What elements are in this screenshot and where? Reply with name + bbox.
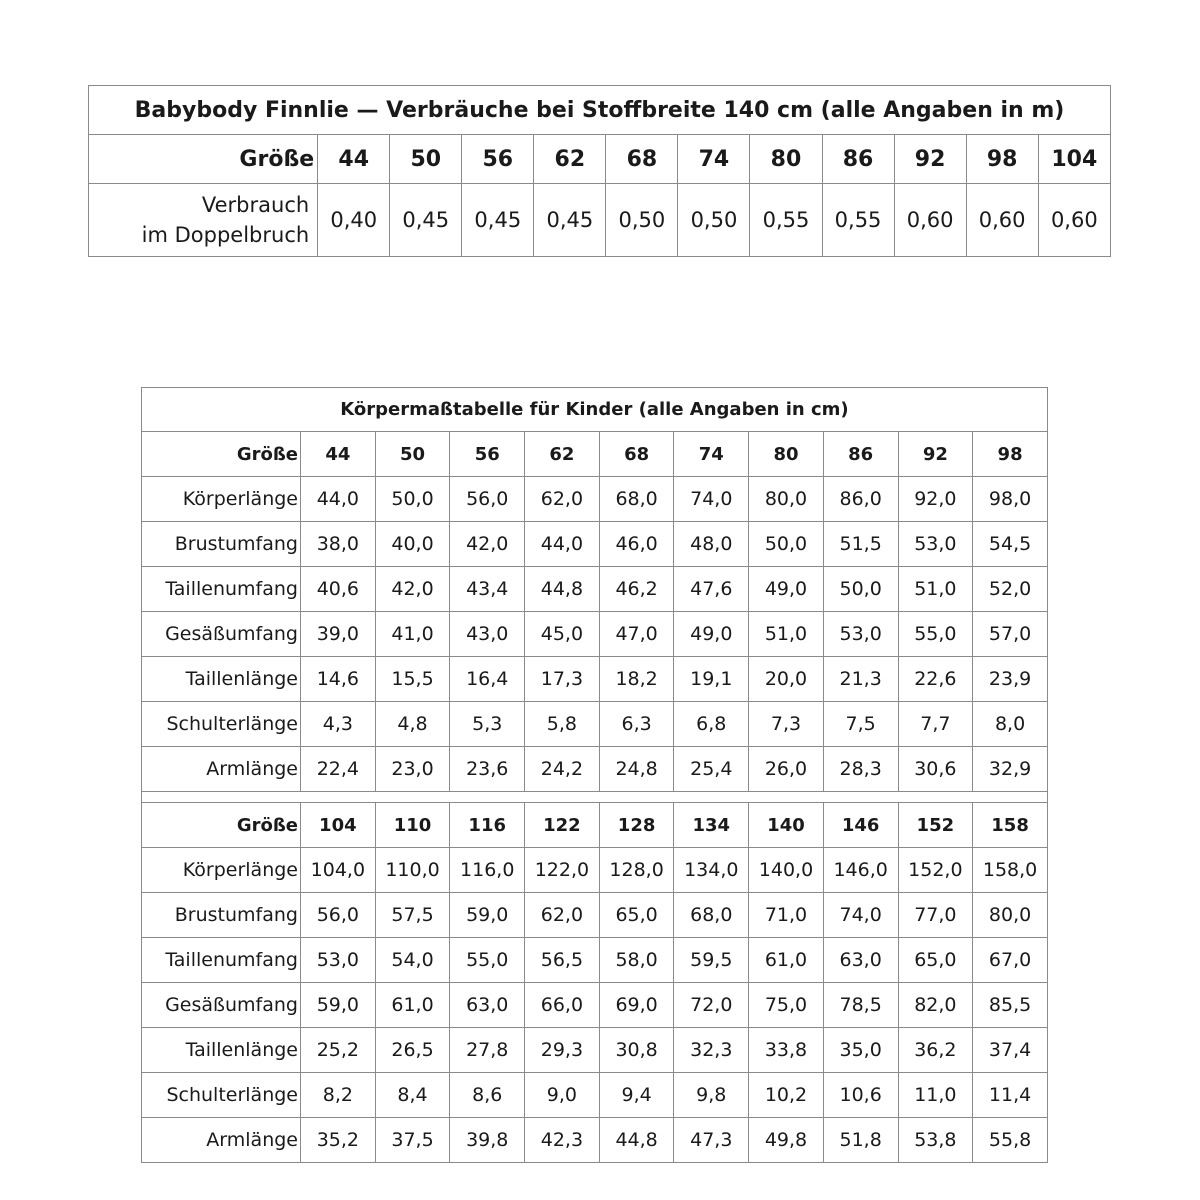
measurement-value: 22,6 (898, 657, 973, 702)
measurement-value: 146,0 (823, 848, 898, 893)
size-cell: 74 (674, 432, 749, 477)
size-cell: 110 (375, 803, 450, 848)
size-header-row (89, 135, 1111, 184)
measurement-value: 49,0 (674, 612, 749, 657)
size-cell: 140 (749, 803, 824, 848)
measurement-value: 54,0 (375, 938, 450, 983)
size-cell: 56 (462, 135, 534, 184)
measurement-value: 21,3 (823, 657, 898, 702)
measurement-value: 65,0 (599, 893, 674, 938)
measurement-value: 18,2 (599, 657, 674, 702)
measurement-value: 65,0 (898, 938, 973, 983)
size-cell: 104 (301, 803, 376, 848)
measurement-value: 4,8 (375, 702, 450, 747)
measurement-value: 55,0 (450, 938, 525, 983)
measurement-value: 9,0 (525, 1073, 600, 1118)
measurement-value: 39,0 (301, 612, 376, 657)
table-row (142, 567, 1048, 612)
measurement-value: 44,0 (525, 522, 600, 567)
consumption-value: 0,45 (390, 184, 462, 257)
measurement-value: 53,0 (301, 938, 376, 983)
measurement-value: 68,0 (674, 893, 749, 938)
consumption-label-line1: Verbrauch (201, 193, 310, 217)
measurement-value: 32,3 (674, 1028, 749, 1073)
measurement-label: Taillenlänge (142, 657, 301, 702)
size-cell: 134 (674, 803, 749, 848)
measurement-label: Brustumfang (142, 522, 301, 567)
measurement-label: Gesäßumfang (142, 983, 301, 1028)
measurement-value: 53,0 (898, 522, 973, 567)
block-separator-cell (142, 792, 1048, 803)
measurement-value: 22,4 (301, 747, 376, 792)
consumption-value: 0,60 (966, 184, 1038, 257)
measurement-value: 82,0 (898, 983, 973, 1028)
measurement-value: 49,8 (749, 1118, 824, 1163)
size-label: Größe (142, 803, 301, 848)
measurement-value: 51,0 (898, 567, 973, 612)
measurement-value: 128,0 (599, 848, 674, 893)
size-cell: 98 (966, 135, 1038, 184)
measurement-value: 55,0 (898, 612, 973, 657)
block-separator (142, 792, 1048, 803)
measurement-value: 62,0 (525, 477, 600, 522)
measurement-value: 30,8 (599, 1028, 674, 1073)
measurement-value: 36,2 (898, 1028, 973, 1073)
measurement-value: 50,0 (823, 567, 898, 612)
size-cell: 68 (599, 432, 674, 477)
measurement-value: 40,6 (301, 567, 376, 612)
table-row (142, 1118, 1048, 1163)
table-row (142, 702, 1048, 747)
measurement-value: 6,8 (674, 702, 749, 747)
measurement-value: 63,0 (450, 983, 525, 1028)
measurement-value: 158,0 (973, 848, 1048, 893)
measurement-value: 35,2 (301, 1118, 376, 1163)
size-cell: 50 (390, 135, 462, 184)
consumption-value: 0,50 (678, 184, 750, 257)
size-header-row (142, 803, 1048, 848)
measurement-value: 42,3 (525, 1118, 600, 1163)
measurement-value: 122,0 (525, 848, 600, 893)
measurement-value: 140,0 (749, 848, 824, 893)
measurement-value: 47,6 (674, 567, 749, 612)
size-cell: 146 (823, 803, 898, 848)
measurement-value: 67,0 (973, 938, 1048, 983)
size-cell: 98 (973, 432, 1048, 477)
measurement-value: 43,4 (450, 567, 525, 612)
measurement-label: Körperlänge (142, 477, 301, 522)
measurement-value: 39,8 (450, 1118, 525, 1163)
measurement-value: 17,3 (525, 657, 600, 702)
measurement-value: 61,0 (749, 938, 824, 983)
measurement-value: 75,0 (749, 983, 824, 1028)
table-title: Babybody Finnlie — Verbräuche bei Stoffbreite 140 cm (alle Angaben in m) (89, 86, 1111, 135)
measurement-value: 24,8 (599, 747, 674, 792)
measurement-value: 62,0 (525, 893, 600, 938)
consumption-value: 0,40 (318, 184, 390, 257)
measurement-value: 30,6 (898, 747, 973, 792)
measurement-value: 8,4 (375, 1073, 450, 1118)
measurement-value: 7,5 (823, 702, 898, 747)
measurement-value: 74,0 (674, 477, 749, 522)
measurement-value: 61,0 (375, 983, 450, 1028)
measurement-label: Schulterlänge (142, 1073, 301, 1118)
measurement-value: 74,0 (823, 893, 898, 938)
measurement-value: 35,0 (823, 1028, 898, 1073)
measurement-label: Schulterlänge (142, 702, 301, 747)
table-row (142, 657, 1048, 702)
size-cell: 80 (749, 432, 824, 477)
measurement-value: 8,2 (301, 1073, 376, 1118)
measurement-value: 7,3 (749, 702, 824, 747)
consumption-value: 0,55 (822, 184, 894, 257)
size-cell: 92 (898, 432, 973, 477)
size-cell: 116 (450, 803, 525, 848)
size-cell: 128 (599, 803, 674, 848)
measurement-value: 14,6 (301, 657, 376, 702)
table-title: Körpermaßtabelle für Kinder (alle Angaben in cm) (142, 388, 1048, 432)
measurement-value: 24,2 (525, 747, 600, 792)
measurement-value: 53,8 (898, 1118, 973, 1163)
measurement-value: 52,0 (973, 567, 1048, 612)
size-label: Größe (142, 432, 301, 477)
measurement-value: 44,0 (301, 477, 376, 522)
measurement-value: 9,4 (599, 1073, 674, 1118)
consumption-value: 0,45 (462, 184, 534, 257)
measurement-value: 23,9 (973, 657, 1048, 702)
measurement-value: 8,6 (450, 1073, 525, 1118)
measurement-value: 80,0 (973, 893, 1048, 938)
measurement-value: 7,7 (898, 702, 973, 747)
measurement-value: 15,5 (375, 657, 450, 702)
measurement-value: 46,2 (599, 567, 674, 612)
measurement-value: 27,8 (450, 1028, 525, 1073)
table-row (142, 747, 1048, 792)
measurement-value: 68,0 (599, 477, 674, 522)
measurement-value: 28,3 (823, 747, 898, 792)
measurement-value: 40,0 (375, 522, 450, 567)
table-row (142, 848, 1048, 893)
measurement-value: 25,4 (674, 747, 749, 792)
measurement-value: 10,2 (749, 1073, 824, 1118)
measurement-value: 11,0 (898, 1073, 973, 1118)
measurement-value: 37,4 (973, 1028, 1048, 1073)
measurement-value: 77,0 (898, 893, 973, 938)
size-cell: 86 (822, 135, 894, 184)
measurement-label: Taillenumfang (142, 567, 301, 612)
measurement-label: Brustumfang (142, 893, 301, 938)
consumption-label-line2: im Doppelbruch (141, 223, 310, 247)
measurement-value: 44,8 (525, 567, 600, 612)
measurement-value: 66,0 (525, 983, 600, 1028)
size-cell: 44 (301, 432, 376, 477)
measurement-value: 57,5 (375, 893, 450, 938)
measurement-value: 51,5 (823, 522, 898, 567)
measurement-value: 58,0 (599, 938, 674, 983)
measurement-value: 51,0 (749, 612, 824, 657)
table-row (142, 938, 1048, 983)
consumption-value: 0,50 (606, 184, 678, 257)
measurement-value: 53,0 (823, 612, 898, 657)
measurement-value: 50,0 (375, 477, 450, 522)
measurement-value: 43,0 (450, 612, 525, 657)
measurement-value: 44,8 (599, 1118, 674, 1163)
size-cell: 62 (534, 135, 606, 184)
measurement-value: 71,0 (749, 893, 824, 938)
measurement-value: 134,0 (674, 848, 749, 893)
measurement-value: 42,0 (450, 522, 525, 567)
size-cell: 122 (525, 803, 600, 848)
measurement-value: 54,5 (973, 522, 1048, 567)
consumption-value: 0,60 (1038, 184, 1110, 257)
measurement-value: 104,0 (301, 848, 376, 893)
size-cell: 44 (318, 135, 390, 184)
consumption-row (89, 184, 1111, 257)
measurement-label: Gesäßumfang (142, 612, 301, 657)
measurement-value: 10,6 (823, 1073, 898, 1118)
measurement-value: 5,8 (525, 702, 600, 747)
measurement-value: 20,0 (749, 657, 824, 702)
measurement-value: 23,6 (450, 747, 525, 792)
fabric-consumption-table (88, 85, 1111, 257)
measurement-value: 26,0 (749, 747, 824, 792)
measurement-value: 16,4 (450, 657, 525, 702)
size-cell: 80 (750, 135, 822, 184)
measurement-value: 86,0 (823, 477, 898, 522)
measurement-label: Taillenlänge (142, 1028, 301, 1073)
measurement-value: 29,3 (525, 1028, 600, 1073)
measurement-value: 116,0 (450, 848, 525, 893)
measurement-value: 48,0 (674, 522, 749, 567)
measurement-value: 59,5 (674, 938, 749, 983)
table-row (142, 612, 1048, 657)
measurement-value: 47,3 (674, 1118, 749, 1163)
table-row (142, 1028, 1048, 1073)
size-cell: 86 (823, 432, 898, 477)
consumption-value: 0,60 (894, 184, 966, 257)
measurement-label: Taillenumfang (142, 938, 301, 983)
measurement-value: 5,3 (450, 702, 525, 747)
size-header-row (142, 432, 1048, 477)
size-cell: 158 (973, 803, 1048, 848)
table-row (142, 522, 1048, 567)
size-cell: 74 (678, 135, 750, 184)
measurement-value: 152,0 (898, 848, 973, 893)
table-row (142, 983, 1048, 1028)
size-cell: 92 (894, 135, 966, 184)
measurement-value: 38,0 (301, 522, 376, 567)
measurement-value: 32,9 (973, 747, 1048, 792)
consumption-label (89, 184, 318, 257)
table-row (142, 893, 1048, 938)
table-row (142, 477, 1048, 522)
measurement-value: 19,1 (674, 657, 749, 702)
measurement-label: Körperlänge (142, 848, 301, 893)
size-cell: 104 (1038, 135, 1110, 184)
size-cell: 62 (525, 432, 600, 477)
measurement-value: 55,8 (973, 1118, 1048, 1163)
measurement-value: 57,0 (973, 612, 1048, 657)
measurement-value: 63,0 (823, 938, 898, 983)
measurement-value: 56,0 (450, 477, 525, 522)
measurement-value: 51,8 (823, 1118, 898, 1163)
size-cell: 50 (375, 432, 450, 477)
size-cell: 56 (450, 432, 525, 477)
measurement-value: 8,0 (973, 702, 1048, 747)
measurement-value: 85,5 (973, 983, 1048, 1028)
measurement-value: 9,8 (674, 1073, 749, 1118)
measurement-value: 56,0 (301, 893, 376, 938)
consumption-value: 0,55 (750, 184, 822, 257)
measurement-value: 78,5 (823, 983, 898, 1028)
measurement-value: 46,0 (599, 522, 674, 567)
body-measurement-table (141, 387, 1048, 1163)
measurement-label: Armlänge (142, 747, 301, 792)
size-cell: 152 (898, 803, 973, 848)
measurement-value: 50,0 (749, 522, 824, 567)
measurement-value: 59,0 (450, 893, 525, 938)
measurement-value: 4,3 (301, 702, 376, 747)
measurement-value: 11,4 (973, 1073, 1048, 1118)
measurement-value: 49,0 (749, 567, 824, 612)
measurement-value: 6,3 (599, 702, 674, 747)
measurement-value: 72,0 (674, 983, 749, 1028)
measurement-label: Armlänge (142, 1118, 301, 1163)
measurement-value: 110,0 (375, 848, 450, 893)
measurement-value: 42,0 (375, 567, 450, 612)
size-label: Größe (89, 135, 318, 184)
consumption-value: 0,45 (534, 184, 606, 257)
size-cell: 68 (606, 135, 678, 184)
measurement-value: 69,0 (599, 983, 674, 1028)
measurement-value: 98,0 (973, 477, 1048, 522)
measurement-value: 37,5 (375, 1118, 450, 1163)
measurement-value: 59,0 (301, 983, 376, 1028)
measurement-value: 26,5 (375, 1028, 450, 1073)
measurement-value: 80,0 (749, 477, 824, 522)
measurement-value: 33,8 (749, 1028, 824, 1073)
table-row (142, 1073, 1048, 1118)
measurement-value: 56,5 (525, 938, 600, 983)
measurement-value: 45,0 (525, 612, 600, 657)
measurement-value: 47,0 (599, 612, 674, 657)
measurement-value: 23,0 (375, 747, 450, 792)
measurement-value: 41,0 (375, 612, 450, 657)
measurement-value: 25,2 (301, 1028, 376, 1073)
measurement-value: 92,0 (898, 477, 973, 522)
